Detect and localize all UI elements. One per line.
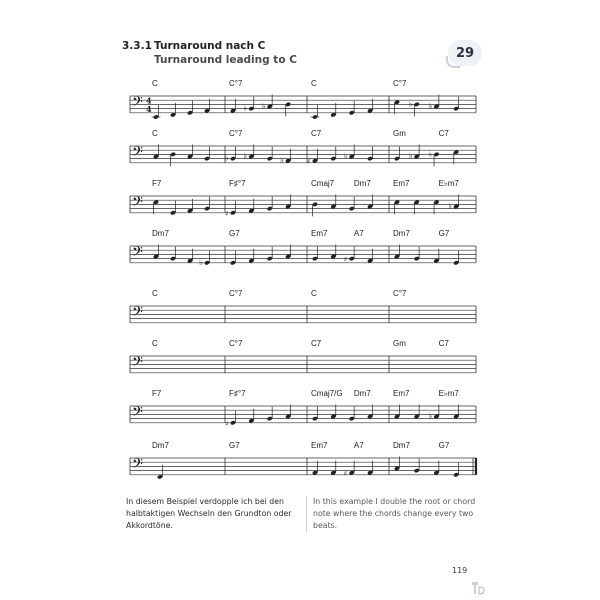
bass-clef-icon: 𝄢	[132, 144, 143, 164]
chord-symbol: C°7	[229, 79, 243, 88]
sharp-sign-icon: ♯	[225, 209, 229, 218]
chord-symbol: G7	[438, 441, 450, 450]
chord-symbol: E♭m7	[438, 389, 459, 398]
time-signature-top: 4	[146, 95, 152, 106]
chord-symbol: G7	[229, 441, 240, 450]
flat-sign-icon: ♭	[280, 155, 284, 165]
flat-sign-icon: ♭	[428, 101, 433, 111]
bass-clef-icon: 𝄢	[132, 94, 143, 114]
flat-sign-icon: ♭	[243, 103, 248, 113]
chord-symbol: C	[311, 79, 317, 88]
flat-sign-icon: ♭	[261, 101, 266, 111]
section-number: 3.3.1	[122, 40, 152, 52]
sharp-sign-icon: ♯	[225, 419, 229, 428]
chord-symbol: A7	[353, 229, 364, 238]
chord-symbol: Em7	[393, 389, 410, 398]
flat-sign-icon: ♭	[343, 151, 348, 161]
chord-symbol: F7	[152, 389, 162, 398]
chord-symbol: C°7	[229, 339, 243, 348]
flat-sign-icon: ♭	[408, 99, 413, 109]
chord-symbol: Dm7	[152, 229, 169, 238]
chord-symbol: Cmaj7	[311, 179, 335, 188]
time-signature-bottom: 4	[146, 104, 152, 114]
chord-symbol: Dm7	[152, 441, 169, 450]
body-text-en: In this example I double the root or chord note where the chords change every two beats.	[306, 496, 491, 532]
chord-symbol: Dm7	[353, 179, 371, 188]
chord-symbol: F♯°7	[229, 179, 246, 188]
chord-symbol: F♯°7	[229, 389, 246, 398]
body-text-de: In diesem Beispiel verdopple ich bei den halbtaktigen Wechseln den Grundton oder Akkordtöne.	[126, 497, 292, 530]
bass-clef-icon: 𝄢	[132, 304, 143, 324]
sharp-sign-icon: ♯	[307, 157, 311, 166]
chord-symbol: Em7	[393, 179, 410, 188]
chord-symbol: C7	[311, 129, 322, 138]
chord-symbol: Gm	[393, 129, 406, 138]
chord-symbol: C	[152, 289, 158, 298]
flat-sign-icon: ♭	[225, 153, 229, 163]
chord-symbol: Em7	[311, 441, 328, 450]
flat-sign-icon: ♭	[428, 149, 433, 159]
flat-sign-icon: ♭	[199, 257, 203, 267]
chord-symbol: C°7	[229, 129, 243, 138]
chord-symbol: C	[152, 79, 158, 88]
chord-symbol: G7	[229, 229, 240, 238]
publisher-logo-icon	[470, 580, 486, 596]
track-number-badge: 29	[448, 40, 482, 66]
chord-symbol: Dm7	[393, 229, 410, 238]
chord-symbol: C7	[438, 129, 449, 138]
flat-sign-icon: ♭	[428, 411, 433, 421]
bass-clef-icon: 𝄢	[132, 456, 143, 476]
chord-symbol: C°7	[393, 79, 407, 88]
bass-clef-icon: 𝄢	[132, 244, 143, 264]
flat-sign-icon: ♭	[408, 151, 413, 161]
chord-symbol: C7	[311, 339, 322, 348]
bass-clef-icon: 𝄢	[132, 354, 143, 374]
flat-sign-icon: ♭	[243, 151, 248, 161]
chord-symbol: A7	[353, 441, 364, 450]
chord-symbol: Dm7	[353, 389, 371, 398]
section-title-en: Turnaround leading to C	[154, 54, 297, 66]
chord-symbol: C7	[438, 339, 449, 348]
chord-symbol: Cmaj7/G	[311, 389, 343, 398]
bass-clef-icon: 𝄢	[132, 404, 143, 424]
chord-symbol: Em7	[311, 229, 328, 238]
chord-symbol: C°7	[393, 289, 407, 298]
sharp-sign-icon: ♯	[343, 469, 348, 478]
section-title-de: Turnaround nach C	[154, 40, 266, 52]
chord-symbol: G7	[438, 229, 450, 238]
chord-symbol: F7	[152, 179, 162, 188]
chord-symbol: C	[152, 129, 158, 138]
flat-sign-icon: ♭	[448, 201, 452, 211]
chord-symbol: Gm	[393, 339, 406, 348]
chord-symbol: Dm7	[393, 441, 410, 450]
sharp-sign-icon: ♯	[343, 255, 348, 264]
bass-clef-icon: 𝄢	[132, 194, 143, 214]
chord-symbol: E♭m7	[438, 179, 459, 188]
chord-symbol: C°7	[229, 289, 243, 298]
chord-symbol: C	[152, 339, 158, 348]
page-number: 119	[452, 566, 468, 575]
chord-symbol: C	[311, 289, 317, 298]
